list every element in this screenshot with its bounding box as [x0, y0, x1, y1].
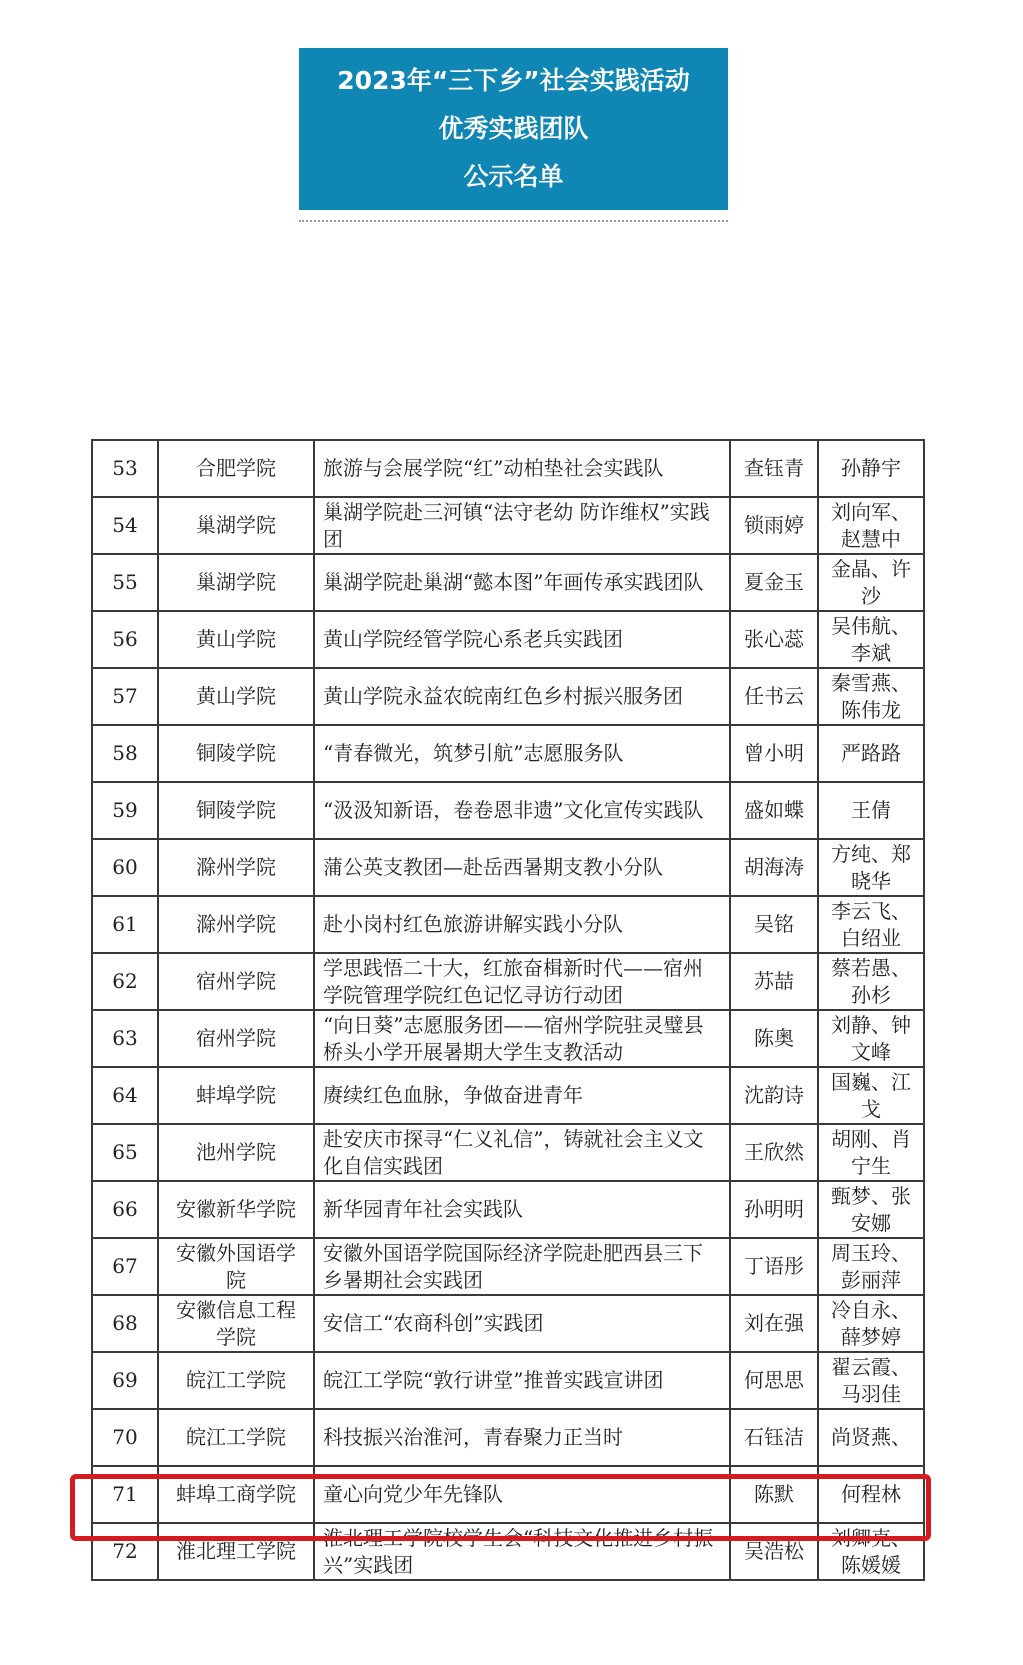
table-row — [92, 1181, 924, 1238]
row-number: 71 — [92, 1466, 158, 1523]
leader-name: 张心蕊 — [730, 611, 818, 668]
table-row — [92, 668, 924, 725]
leader-name: 沈韵诗 — [730, 1067, 818, 1124]
school-name: 蚌埠工商学院 — [158, 1466, 314, 1523]
leader-name: 石钰洁 — [730, 1409, 818, 1466]
school-name: 安徽信息工程学院 — [158, 1295, 314, 1352]
row-number: 54 — [92, 497, 158, 554]
team-name: 安徽外国语学院国际经济学院赴肥西县三下乡暑期社会实践团 — [314, 1238, 730, 1295]
leader-name: 任书云 — [730, 668, 818, 725]
team-name: 童心向党少年先锋队 — [314, 1466, 730, 1523]
row-number: 64 — [92, 1067, 158, 1124]
leader-name: 胡海涛 — [730, 839, 818, 896]
team-name: 新华园青年社会实践队 — [314, 1181, 730, 1238]
leader-name: 孙明明 — [730, 1181, 818, 1238]
school-name: 铜陵学院 — [158, 782, 314, 839]
team-name: 蒲公英支教团—赴岳西暑期支教小分队 — [314, 839, 730, 896]
team-name: 黄山学院经管学院心系老兵实践团 — [314, 611, 730, 668]
advisor-names: 吴伟航、李斌 — [818, 611, 924, 668]
school-name: 皖江工学院 — [158, 1409, 314, 1466]
leader-name: 陈默 — [730, 1466, 818, 1523]
team-name: 皖江工学院“敦行讲堂”推普实践宣讲团 — [314, 1352, 730, 1409]
advisor-names: 金晶、许沙 — [818, 554, 924, 611]
team-list-table — [91, 439, 925, 1581]
table-row — [92, 440, 924, 497]
row-number: 66 — [92, 1181, 158, 1238]
leader-name: 陈奥 — [730, 1010, 818, 1067]
leader-name: 锁雨婷 — [730, 497, 818, 554]
table-row — [92, 725, 924, 782]
row-number: 72 — [92, 1523, 158, 1580]
team-name: 科技振兴治淮河，青春聚力正当时 — [314, 1409, 730, 1466]
school-name: 宿州学院 — [158, 1010, 314, 1067]
row-number: 63 — [92, 1010, 158, 1067]
team-list-body — [92, 440, 924, 1580]
table-row — [92, 1010, 924, 1067]
team-name: 旅游与会展学院“红”动柏垫社会实践队 — [314, 440, 730, 497]
table-row — [92, 1409, 924, 1466]
leader-name: 夏金玉 — [730, 554, 818, 611]
row-number: 59 — [92, 782, 158, 839]
team-name: 赴小岗村红色旅游讲解实践小分队 — [314, 896, 730, 953]
advisor-names: 尚贤燕、 — [818, 1409, 924, 1466]
team-name: “汲汲知新语，卷卷恩非遗”文化宣传实践队 — [314, 782, 730, 839]
table-row — [92, 839, 924, 896]
advisor-names: 蔡若愚、孙杉 — [818, 953, 924, 1010]
school-name: 巢湖学院 — [158, 497, 314, 554]
title-line-3: 公示名单 — [463, 162, 564, 191]
row-number: 68 — [92, 1295, 158, 1352]
table-row — [92, 1067, 924, 1124]
leader-name: 丁语彤 — [730, 1238, 818, 1295]
table-row — [92, 497, 924, 554]
school-name: 黄山学院 — [158, 668, 314, 725]
school-name: 黄山学院 — [158, 611, 314, 668]
leader-name: 吴浩松 — [730, 1523, 818, 1580]
table-row — [92, 896, 924, 953]
team-name: 学思践悟二十大，红旅奋楫新时代——宿州学院管理学院红色记忆寻访行动团 — [314, 953, 730, 1010]
row-number: 60 — [92, 839, 158, 896]
school-name: 巢湖学院 — [158, 554, 314, 611]
row-number: 69 — [92, 1352, 158, 1409]
advisor-names: 孙静宇 — [818, 440, 924, 497]
advisor-names: 胡刚、肖宁生 — [818, 1124, 924, 1181]
school-name: 安徽新华学院 — [158, 1181, 314, 1238]
table-row — [92, 1124, 924, 1181]
school-name: 合肥学院 — [158, 440, 314, 497]
advisor-names: 甄梦、张安娜 — [818, 1181, 924, 1238]
advisor-names: 李云飞、白绍业 — [818, 896, 924, 953]
row-number: 61 — [92, 896, 158, 953]
row-number: 58 — [92, 725, 158, 782]
title-line-2: 优秀实践团队 — [438, 114, 589, 143]
table-row — [92, 611, 924, 668]
table-row — [92, 953, 924, 1010]
leader-name: 曾小明 — [730, 725, 818, 782]
school-name: 皖江工学院 — [158, 1352, 314, 1409]
table-row — [92, 1466, 924, 1523]
row-number: 57 — [92, 668, 158, 725]
table-row — [92, 1523, 924, 1580]
advisor-names: 周玉玲、彭丽萍 — [818, 1238, 924, 1295]
row-number: 65 — [92, 1124, 158, 1181]
school-name: 蚌埠学院 — [158, 1067, 314, 1124]
table-row — [92, 1352, 924, 1409]
advisor-names: 严路路 — [818, 725, 924, 782]
table-row — [92, 1295, 924, 1352]
leader-name: 王欣然 — [730, 1124, 818, 1181]
table-row — [92, 1238, 924, 1295]
school-name: 滁州学院 — [158, 839, 314, 896]
team-name: 黄山学院永益农皖南红色乡村振兴服务团 — [314, 668, 730, 725]
row-number: 67 — [92, 1238, 158, 1295]
school-name: 安徽外国语学院 — [158, 1238, 314, 1295]
school-name: 宿州学院 — [158, 953, 314, 1010]
advisor-names: 冷自永、薛梦婷 — [818, 1295, 924, 1352]
advisor-names: 秦雪燕、陈伟龙 — [818, 668, 924, 725]
title-line-1: 2023年“三下乡”社会实践活动 — [337, 66, 690, 95]
team-name: 安信工“农商科创”实践团 — [314, 1295, 730, 1352]
team-name: 巢湖学院赴巢湖“懿本图”年画传承实践团队 — [314, 554, 730, 611]
dotted-divider — [299, 220, 728, 222]
row-number: 55 — [92, 554, 158, 611]
leader-name: 盛如蝶 — [730, 782, 818, 839]
school-name: 池州学院 — [158, 1124, 314, 1181]
team-name: 赴安庆市探寻“仁义礼信”，铸就社会主义文化自信实践团 — [314, 1124, 730, 1181]
advisor-names: 翟云霞、马羽佳 — [818, 1352, 924, 1409]
row-number: 62 — [92, 953, 158, 1010]
leader-name: 苏喆 — [730, 953, 818, 1010]
leader-name: 吴铭 — [730, 896, 818, 953]
leader-name: 刘在强 — [730, 1295, 818, 1352]
school-name: 滁州学院 — [158, 896, 314, 953]
advisor-names: 方纯、郑晓华 — [818, 839, 924, 896]
table-row — [92, 554, 924, 611]
team-name: 赓续红色血脉，争做奋进青年 — [314, 1067, 730, 1124]
advisor-names: 国巍、江戈 — [818, 1067, 924, 1124]
advisor-names: 何程林 — [818, 1466, 924, 1523]
team-name: 淮北理工学院校学生会“科技文化推进乡村振兴”实践团 — [314, 1523, 730, 1580]
leader-name: 何思思 — [730, 1352, 818, 1409]
row-number: 53 — [92, 440, 158, 497]
school-name: 淮北理工学院 — [158, 1523, 314, 1580]
advisor-names: 刘向军、赵慧中 — [818, 497, 924, 554]
team-name: “向日葵”志愿服务团——宿州学院驻灵璧县桥头小学开展暑期大学生支教活动 — [314, 1010, 730, 1067]
school-name: 铜陵学院 — [158, 725, 314, 782]
leader-name: 查钰青 — [730, 440, 818, 497]
row-number: 70 — [92, 1409, 158, 1466]
team-name: 巢湖学院赴三河镇“法守老幼 防诈维权”实践团 — [314, 497, 730, 554]
row-number: 56 — [92, 611, 158, 668]
title-banner — [299, 48, 728, 210]
table-row — [92, 782, 924, 839]
advisor-names: 刘静、钟文峰 — [818, 1010, 924, 1067]
advisor-names: 王倩 — [818, 782, 924, 839]
team-name: “青春微光，筑梦引航”志愿服务队 — [314, 725, 730, 782]
advisor-names: 刘卿克、陈媛媛 — [818, 1523, 924, 1580]
